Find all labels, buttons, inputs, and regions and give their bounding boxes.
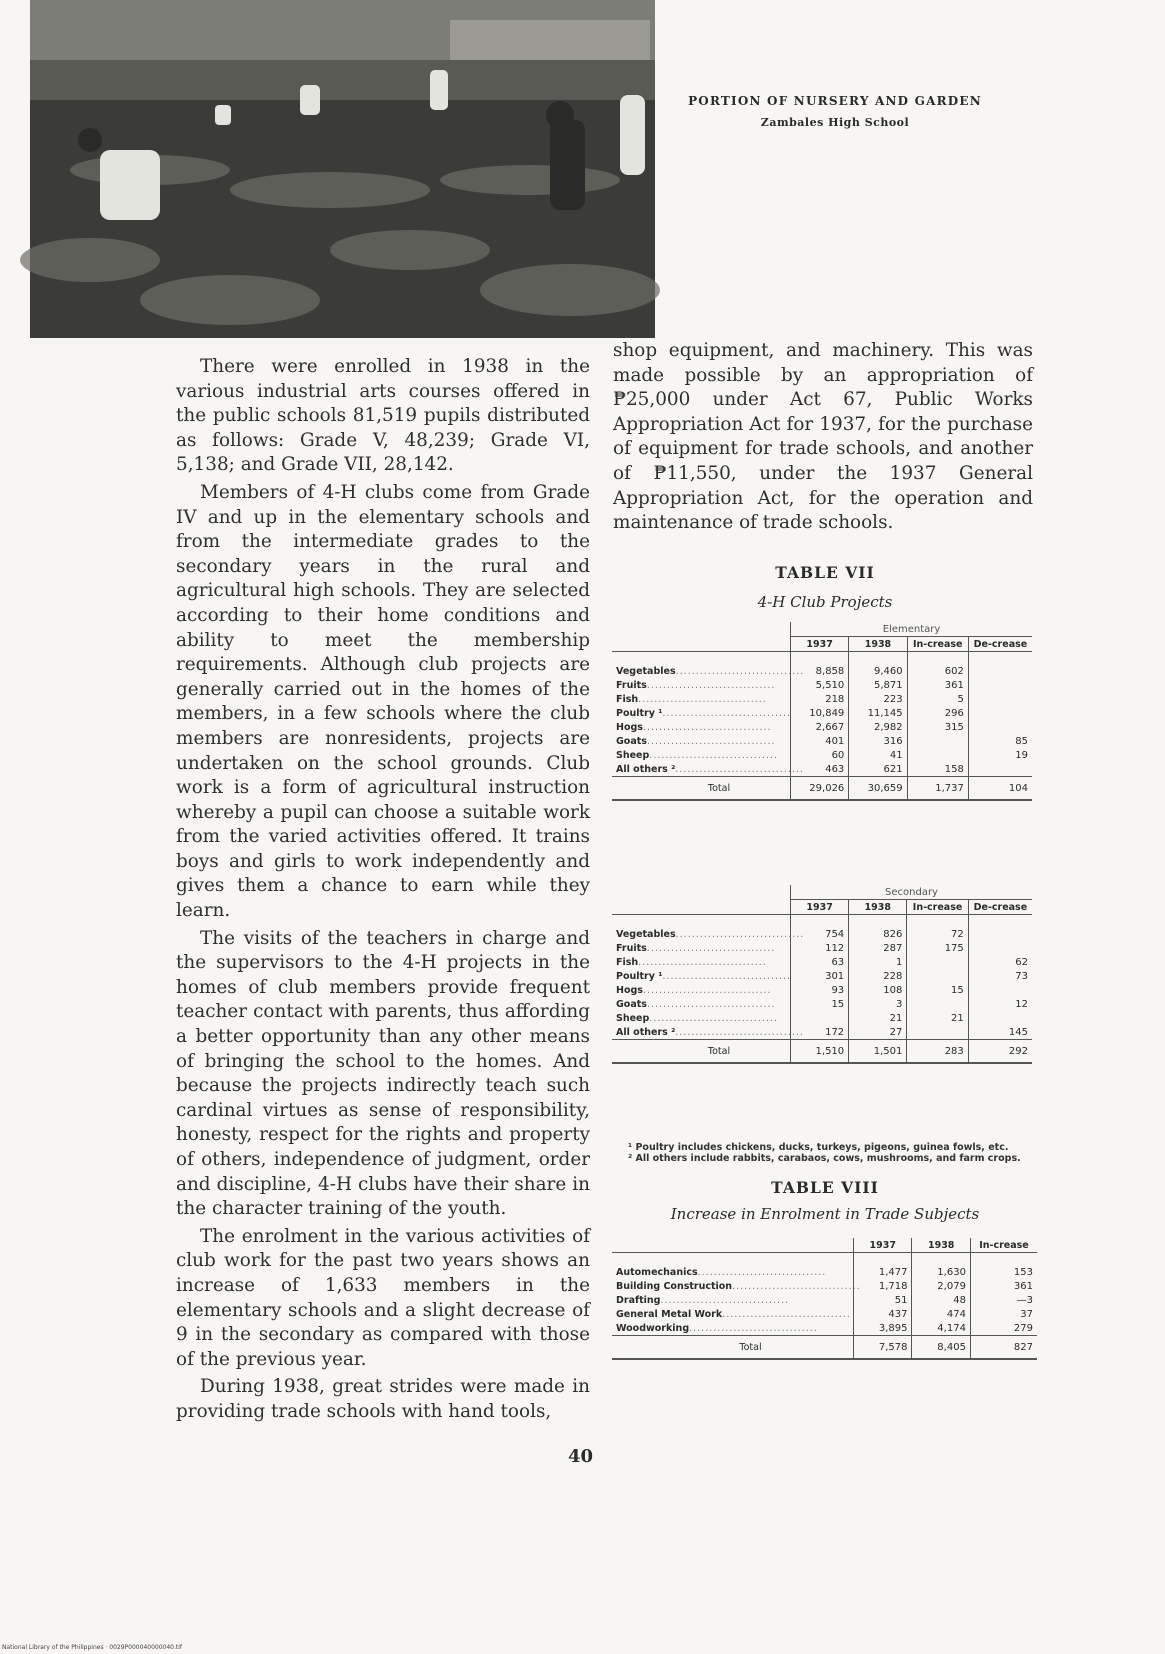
table-cell: 1,630 — [912, 1253, 970, 1280]
row-label: All others ²................................ — [616, 763, 804, 775]
row-label: Drafting................................ — [616, 1294, 790, 1306]
table-cell: 60 — [791, 748, 849, 762]
table-cell: 62 — [968, 955, 1032, 969]
table-cell: 112 — [791, 941, 849, 955]
table-cell: 296 — [907, 706, 968, 720]
table-row — [612, 1293, 1037, 1307]
table-cell — [968, 1011, 1032, 1025]
leader-dots: ................................ — [722, 1308, 851, 1320]
table-cell — [791, 1011, 849, 1025]
leader-dots: ................................ — [642, 721, 772, 733]
leader-dots: ................................ — [649, 1012, 778, 1024]
right-text-column — [613, 339, 1033, 539]
table-cell — [907, 1025, 968, 1040]
table-cell — [968, 941, 1032, 955]
table-cell: 37 — [970, 1307, 1037, 1321]
table-cell: 4,174 — [912, 1321, 970, 1336]
table-cell — [907, 748, 968, 762]
leader-dots: ................................ — [732, 1280, 861, 1292]
table-row — [612, 941, 1032, 955]
table-cell: 9,460 — [849, 652, 907, 679]
page-number: 40 — [568, 1446, 594, 1467]
table-cell: 223 — [849, 692, 907, 706]
table-cell: 27 — [849, 1025, 907, 1040]
table-cell: 827 — [970, 1336, 1037, 1360]
table-cell: 145 — [968, 1025, 1032, 1040]
table-cell: 8,405 — [912, 1336, 970, 1360]
table-cell: 11,145 — [849, 706, 907, 720]
table-cell: 437 — [854, 1307, 912, 1321]
table-row — [612, 1011, 1032, 1025]
leader-dots: ................................ — [646, 679, 776, 691]
table-cell: 361 — [907, 678, 968, 692]
leader-dots: ................................ — [642, 984, 772, 996]
table-row — [612, 983, 1032, 997]
table-cell — [968, 720, 1032, 734]
table-row — [612, 692, 1032, 706]
table-cell: 1,737 — [907, 777, 968, 801]
table7-subtitle: 4-H Club Projects — [757, 593, 893, 611]
table-cell — [612, 885, 791, 900]
table-cell: 5 — [907, 692, 968, 706]
leader-dots: ................................ — [638, 956, 767, 968]
table-cell: 72 — [907, 915, 968, 942]
table7-elementary — [612, 622, 1032, 801]
table-cell: 21 — [849, 1011, 907, 1025]
leader-dots: ................................ — [662, 707, 792, 719]
table-cell: 361 — [970, 1279, 1037, 1293]
row-label: Total — [612, 1040, 791, 1064]
table-total-row — [612, 1336, 1037, 1360]
row-label: Total — [612, 777, 791, 801]
table-cell: 316 — [849, 734, 907, 748]
table-cell: 463 — [791, 762, 849, 777]
table-cell: 172 — [791, 1025, 849, 1040]
column-header: 1937 — [791, 637, 849, 652]
row-label: Hogs................................ — [616, 984, 772, 996]
table-row — [612, 1279, 1037, 1293]
table-cell: 1,477 — [854, 1253, 912, 1280]
table-cell — [968, 762, 1032, 777]
archive-footer: National Library of the Philippines · 0029P000040000040.tif — [2, 1644, 183, 1651]
table-cell — [612, 622, 791, 637]
leader-dots: ................................ — [646, 942, 776, 954]
column-header: In-crease — [970, 1238, 1037, 1253]
table-row — [612, 955, 1032, 969]
table-total-row — [612, 1040, 1032, 1064]
table-cell: 21 — [907, 1011, 968, 1025]
table-cell: 283 — [907, 1040, 968, 1064]
leader-dots: ................................ — [638, 693, 767, 705]
leader-dots: ................................ — [675, 763, 804, 775]
leader-dots: ................................ — [689, 1322, 818, 1334]
row-label: Poultry ¹................................ — [616, 707, 792, 719]
table-cell: 3,895 — [854, 1321, 912, 1336]
table-cell — [968, 692, 1032, 706]
table-cell — [612, 1238, 854, 1253]
table-group-header: Elementary — [791, 622, 1033, 637]
table-cell — [612, 900, 791, 915]
table-row — [612, 762, 1032, 777]
leader-dots: ................................ — [660, 1294, 790, 1306]
table-cell: 85 — [968, 734, 1032, 748]
paragraph: The enrolment in the various activities of club work for the past two years shows an increase of 1,633 members in the elementary schools and a slight decrease of 9 in the secondary as compared with those of the previous year. — [176, 1225, 590, 1370]
paragraph: During 1938, great strides were made in providing trade schools with hand tools, — [176, 1376, 590, 1422]
table-cell: 292 — [968, 1040, 1032, 1064]
row-label: Fruits................................ — [616, 942, 776, 954]
leader-dots: ................................ — [646, 735, 776, 747]
table-cell: 228 — [849, 969, 907, 983]
table8-title: TABLE VIII — [771, 1178, 879, 1197]
table-cell: 287 — [849, 941, 907, 955]
table7-secondary — [612, 885, 1032, 1064]
table-row — [612, 1025, 1032, 1040]
table-row — [612, 1321, 1037, 1336]
photo-caption-subtitle: Zambales High School — [760, 116, 910, 129]
table-cell: 279 — [970, 1321, 1037, 1336]
leader-dots: ................................ — [646, 998, 776, 1010]
table-group-header: Secondary — [791, 885, 1033, 900]
column-header: 1938 — [849, 637, 907, 652]
table-cell — [612, 637, 791, 652]
table8 — [612, 1238, 1037, 1360]
table-cell: 12 — [968, 997, 1032, 1011]
table-cell: 754 — [791, 915, 849, 942]
column-header: In-crease — [907, 637, 968, 652]
table-cell: 1,501 — [849, 1040, 907, 1064]
table7-footnotes — [612, 1142, 1037, 1164]
table-cell: 30,659 — [849, 777, 907, 801]
row-label: Sheep................................ — [616, 749, 778, 761]
table-cell — [968, 652, 1032, 679]
row-label: Woodworking................................ — [616, 1322, 818, 1334]
table-cell — [968, 983, 1032, 997]
table-cell: 315 — [907, 720, 968, 734]
column-header: 1938 — [912, 1238, 970, 1253]
table-cell: 8,858 — [791, 652, 849, 679]
table-cell: 7,578 — [854, 1336, 912, 1360]
leader-dots: ................................ — [675, 928, 805, 940]
paragraph: The visits of the teachers in charge and the supervisors to the 4-H projects in the homes of club members provide frequent teacher contact with parents, thus affording a better opportunity than any other means of bringing the school to the homes. And because the projects indirectly teach such cardinal virtues as sense of responsibility, honesty, respect for the rights and property of others, independence of judgment, order and discipline, 4-H clubs have their share in the character training of the youth. — [176, 927, 590, 1220]
table-cell: 602 — [907, 652, 968, 679]
row-label: Vegetables................................ — [616, 665, 805, 677]
table-cell: 1,510 — [791, 1040, 849, 1064]
table-row — [612, 1253, 1037, 1280]
footnote: ¹ Poultry includes chickens, ducks, turkeys, pigeons, guinea fowls, etc. — [628, 1142, 1009, 1153]
table-cell: 5,871 — [849, 678, 907, 692]
table-cell — [907, 997, 968, 1011]
row-label: General Metal Work................................ — [616, 1308, 851, 1320]
table-cell — [907, 969, 968, 983]
table-cell: —3 — [970, 1293, 1037, 1307]
table-cell: 63 — [791, 955, 849, 969]
table-cell: 10,849 — [791, 706, 849, 720]
row-label: Automechanics................................ — [616, 1266, 827, 1278]
row-label: Total — [612, 1336, 854, 1360]
table-row — [612, 678, 1032, 692]
row-label: Poultry ¹................................ — [616, 970, 792, 982]
table-row — [612, 652, 1032, 679]
table-row — [612, 748, 1032, 762]
row-label: Goats................................ — [616, 998, 776, 1010]
table-cell: 2,667 — [791, 720, 849, 734]
table-cell: 41 — [849, 748, 907, 762]
photo-caption-title: PORTION OF NURSERY AND GARDEN — [688, 94, 982, 108]
table-cell: 15 — [907, 983, 968, 997]
table-cell: 104 — [968, 777, 1032, 801]
table-cell: 2,079 — [912, 1279, 970, 1293]
column-header: 1937 — [854, 1238, 912, 1253]
table-cell: 19 — [968, 748, 1032, 762]
table-cell — [907, 955, 968, 969]
table-row — [612, 1307, 1037, 1321]
table-cell: 5,510 — [791, 678, 849, 692]
nursery-garden-photo — [30, 0, 655, 338]
table-cell: 218 — [791, 692, 849, 706]
row-label: Sheep................................ — [616, 1012, 778, 1024]
table-cell: 108 — [849, 983, 907, 997]
row-label: All others ²................................ — [616, 1026, 804, 1038]
table-cell: 153 — [970, 1253, 1037, 1280]
column-header: De-crease — [968, 900, 1032, 915]
row-label: Hogs................................ — [616, 721, 772, 733]
table-cell: 401 — [791, 734, 849, 748]
table-row — [612, 969, 1032, 983]
column-header: 1938 — [849, 900, 907, 915]
column-header: In-crease — [907, 900, 968, 915]
leader-dots: ................................ — [675, 1026, 804, 1038]
table-cell: 474 — [912, 1307, 970, 1321]
column-header: De-crease — [968, 637, 1032, 652]
leader-dots: ................................ — [649, 749, 778, 761]
row-label: Vegetables................................ — [616, 928, 805, 940]
table-cell: 158 — [907, 762, 968, 777]
table-cell: 48 — [912, 1293, 970, 1307]
table-cell — [968, 915, 1032, 942]
table-total-row — [612, 777, 1032, 801]
table-cell: 826 — [849, 915, 907, 942]
table-cell — [968, 706, 1032, 720]
table-cell: 51 — [854, 1293, 912, 1307]
table-row — [612, 997, 1032, 1011]
table-cell: 301 — [791, 969, 849, 983]
table-cell: 93 — [791, 983, 849, 997]
table-row — [612, 915, 1032, 942]
row-label: Building Construction................................ — [616, 1280, 861, 1292]
table7-title: TABLE VII — [775, 563, 875, 582]
row-label: Fish................................ — [616, 693, 767, 705]
table-cell: 2,982 — [849, 720, 907, 734]
table-cell: 15 — [791, 997, 849, 1011]
table-row — [612, 734, 1032, 748]
table-cell: 1,718 — [854, 1279, 912, 1293]
table-cell: 73 — [968, 969, 1032, 983]
table-row — [612, 720, 1032, 734]
table-cell: 621 — [849, 762, 907, 777]
footnote: ² All others include rabbits, carabaos, cows, mushrooms, and farm crops. — [628, 1153, 1021, 1164]
row-label: Fruits................................ — [616, 679, 776, 691]
table-cell — [968, 678, 1032, 692]
leader-dots: ................................ — [662, 970, 792, 982]
table-cell: 175 — [907, 941, 968, 955]
table-cell — [907, 734, 968, 748]
leader-dots: ................................ — [697, 1266, 827, 1278]
paragraph: Members of 4-H clubs come from Grade IV and up in the elementary schools and from the intermediate grades to the secondary years in the rural and agricultural high schools. They are selected according to their home conditions and ability to meet the membership requirements. Although club projects are generally carried out in the homes of the members, in a few schools where the club members are nonresidents, projects are undertaken on the school grounds. Club work is a form of agricultural instruction whereby a pupil can choose a suitable work from the varied activities offered. It trains boys and girls to work independently and gives them a chance to earn while they learn. — [176, 481, 590, 922]
table-cell: 29,026 — [791, 777, 849, 801]
table-cell: 1 — [849, 955, 907, 969]
table-cell: 3 — [849, 997, 907, 1011]
column-header: 1937 — [791, 900, 849, 915]
leader-dots: ................................ — [675, 665, 805, 677]
left-text-column — [176, 355, 590, 1428]
paragraph: There were enrolled in 1938 in the various industrial arts courses offered in the public schools 81,519 pupils distributed as follows: Grade V, 48,239; Grade VI, 5,138; and Grade VII, 28,142. — [176, 356, 590, 476]
table8-subtitle: Increase in Enrolment in Trade Subjects — [670, 1205, 980, 1223]
paragraph: shop equipment, and machinery. This was made possible by an appropriation of ₱25,000 under Act 67, Public Works Appropriation Act for 1937, for the purchase of equipment for trade schools, and another of ₱11,550, under the 1937 General Appropriation Act, for the operation and maintenance of trade schools. — [613, 340, 1033, 534]
table-row — [612, 706, 1032, 720]
row-label: Goats................................ — [616, 735, 776, 747]
row-label: Fish................................ — [616, 956, 767, 968]
